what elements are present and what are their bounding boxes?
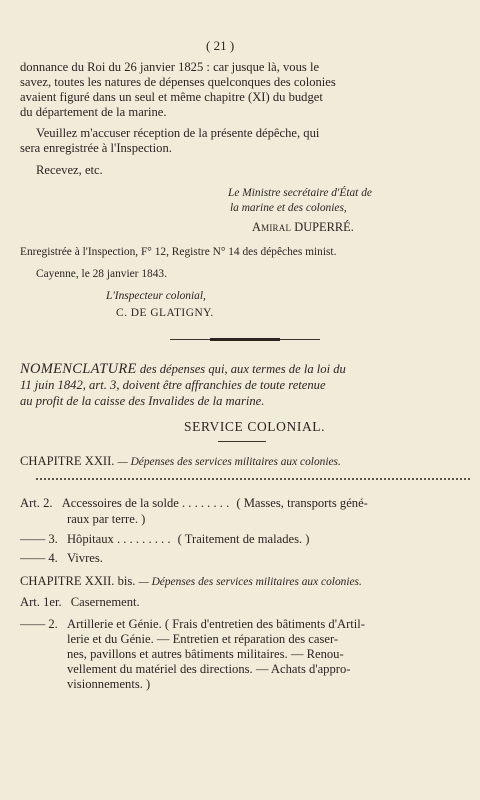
article-name: Accessoires de la solde . . . . . . . . — [61, 496, 230, 510]
inspector-name: C. DE GLATIGNY. — [116, 307, 214, 319]
nomenclature-line: 11 juin 1842, art. 3, doivent être affranchies de toute retenue — [20, 378, 326, 392]
text-line: donnance du Roi du 26 janvier 1825 : car jusque là, vous le — [20, 60, 320, 74]
article-number: —— 4. — [20, 551, 58, 565]
chapter-label: CHAPITRE XXII. — [20, 454, 115, 468]
place-date: Cayenne, le 28 janvier 1843. — [36, 268, 167, 280]
signatory-title: Le Ministre secrétaire d'État de — [228, 187, 372, 199]
chapter-heading — [20, 454, 341, 470]
chapter-title: — Dépenses des services militaires aux colonies. — [138, 576, 362, 588]
signatory-title: la marine et des colonies, — [230, 202, 347, 214]
article-row — [20, 496, 368, 511]
chapter-title: — Dépenses des services militaires aux colonies. — [117, 456, 341, 468]
signatory-rank: Amiral — [252, 220, 292, 234]
article-text-line: vellement du matériel des directions. — Achats d'appro- — [67, 662, 351, 676]
registration-note: Enregistrée à l'Inspection, F° 12, Registre N° 14 des dépêches minist. — [20, 246, 337, 258]
nomenclature-text: des dépenses qui, aux termes de la loi du — [139, 362, 346, 376]
article-detail-cont: raux par terre. ) — [67, 512, 146, 526]
signatory-name — [252, 220, 354, 235]
article-row — [20, 551, 103, 566]
signatory-surname: DUPERRÉ. — [294, 220, 354, 234]
article-text-line: Artillerie et Génie. ( Frais d'entretien des bâtiments d'Artil- — [67, 617, 365, 631]
article-text-line: nes, pavillons et autres bâtiments militaires. — Renou- — [67, 647, 344, 661]
article-name: Hôpitaux . . . . . . . . . — [66, 532, 171, 546]
nomenclature-heading: NOMENCLATURE — [20, 361, 137, 377]
ornamental-divider — [170, 338, 320, 341]
inspector-title: L'Inspecteur colonial, — [106, 290, 206, 302]
text-line: sera enregistrée à l'Inspection. — [20, 141, 172, 155]
section-rule — [218, 441, 266, 442]
nomenclature-line: au profit de la caisse des Invalides de la marine. — [20, 394, 265, 408]
text-line: savez, toutes les natures de dépenses quelconques des colonies — [20, 75, 336, 89]
article-number: —— 3. — [20, 532, 58, 546]
text-line: Veuillez m'accuser réception de la présente dépêche, qui — [36, 126, 320, 140]
text-line: du département de la marine. — [20, 105, 167, 119]
dotted-separator — [36, 478, 470, 480]
article-name: Casernement. — [70, 595, 140, 609]
article-number: Art. 2. — [20, 496, 53, 510]
article-detail: ( Masses, transports géné- — [236, 496, 368, 510]
closing-line: Recevez, etc. — [36, 163, 103, 177]
section-title: SERVICE COLONIAL. — [184, 419, 326, 434]
article-row — [20, 532, 310, 547]
article-text-line: visionnements. ) — [67, 677, 151, 691]
article-number: Art. 1er. — [20, 595, 62, 609]
page-number: ( 21 ) — [206, 38, 235, 53]
nomenclature-line — [20, 362, 346, 377]
article-row — [20, 595, 140, 610]
chapter-label: CHAPITRE XXII. bis. — [20, 574, 136, 588]
article-number: —— 2. — [20, 617, 58, 631]
text-line: avaient figuré dans un seul et même chapitre (XI) du budget — [20, 90, 323, 104]
article-text-line: lerie et du Génie. — Entretien et réparation des caser- — [67, 632, 339, 646]
article-detail: ( Traitement de malades. ) — [177, 532, 310, 546]
article-name: Vivres. — [66, 551, 103, 565]
chapter-heading — [20, 574, 362, 590]
